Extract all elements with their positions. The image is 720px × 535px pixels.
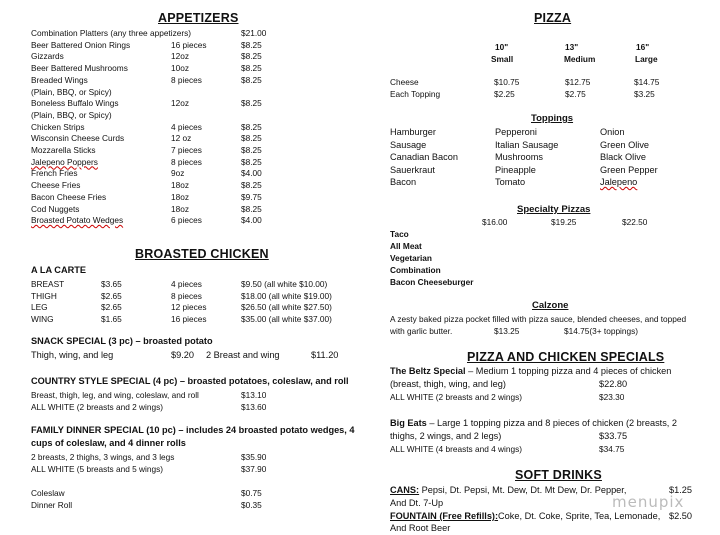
- big-price: $33.75: [599, 431, 628, 441]
- side-roll: Dinner Roll: [31, 500, 73, 510]
- appetizer-portion: 18oz: [171, 191, 189, 202]
- big-line-2: thighs, 2 wings, and 2 legs): [390, 431, 502, 441]
- specials-title: PIZZA AND CHICKEN SPECIALS: [467, 350, 665, 364]
- cheese-small: $10.75: [494, 77, 520, 87]
- country-price-1: $13.10: [241, 390, 267, 400]
- family-row-1: 2 breasts, 2 thighs, 3 wings, and 3 legs: [31, 452, 175, 462]
- topping-item: Sauerkraut: [390, 164, 435, 175]
- big-desc: – Large 1 topping pizza and 8 pieces of chicken (2 breasts, 2: [426, 418, 678, 428]
- snack-price-2: $11.20: [311, 350, 339, 360]
- topping-item: Italian Sausage: [495, 139, 559, 150]
- snack-price-1: $9.20: [171, 350, 194, 360]
- fountain-label: FOUNTAIN (Free Refills):: [390, 511, 499, 521]
- pizza-title: PIZZA: [534, 11, 572, 25]
- big-name: Big Eats: [390, 418, 427, 428]
- family-title-2: cups of coleslaw, and 4 dinner rolls: [31, 438, 186, 448]
- family-price-2: $37.90: [241, 464, 267, 474]
- appetizers-title: APPETIZERS: [158, 11, 239, 25]
- cans-price: $1.25: [669, 485, 692, 495]
- country-row-2: ALL WHITE (2 breasts and 2 wings): [31, 402, 164, 412]
- appetizer-price: $8.25: [241, 63, 262, 74]
- topping-label: Each Topping: [390, 89, 441, 99]
- specialty-item: Taco: [390, 229, 409, 239]
- broasted-title: BROASTED CHICKEN: [135, 247, 269, 261]
- appetizer-name: Jalepeno Poppers: [31, 156, 98, 167]
- alacarte-piece: THIGH: [31, 290, 57, 301]
- appetizer-name: Breaded Wings: [31, 74, 88, 85]
- size-medium-inch: 13": [565, 42, 579, 52]
- specialty-item: All Meat: [390, 240, 422, 251]
- topping-item: Pineapple: [495, 164, 536, 175]
- appetizer-portion: 18oz: [171, 203, 189, 214]
- specialty-item: Combination: [390, 264, 441, 275]
- snack-title: SNACK SPECIAL (3 pc) – broasted potato: [31, 336, 213, 346]
- alacarte-piece-price: $2.65: [101, 302, 122, 313]
- topping-item: Hamburger: [390, 127, 436, 137]
- side-coleslaw: Coleslaw: [31, 488, 65, 498]
- appetizer-name: Combination Platters (any three appetizers): [31, 28, 192, 38]
- cheese-label: Cheese: [390, 77, 419, 87]
- topping-item: Pepperoni: [495, 127, 537, 137]
- beltz-name: The Beltz Special: [390, 366, 466, 376]
- topping-item: Bacon: [390, 177, 417, 187]
- appetizer-name: (Plain, BBQ, or Spicy): [31, 109, 112, 120]
- appetizer-price: $8.25: [241, 98, 262, 109]
- appetizer-price: $8.25: [241, 121, 262, 132]
- topping-item: Onion: [600, 127, 625, 137]
- cheese-medium: $12.75: [565, 77, 591, 87]
- beltz-line-1: [390, 367, 671, 376]
- topping-item: Jalepeno: [600, 177, 638, 187]
- appetizer-portion: 16 pieces: [171, 39, 207, 50]
- appetizer-portion: 7 pieces: [171, 145, 202, 155]
- menupix-watermark: menupix: [612, 493, 685, 511]
- alacarte-piece: WING: [31, 314, 54, 325]
- beltz-white-price: $23.30: [599, 392, 625, 402]
- big-line-1: [390, 419, 677, 428]
- specialty-price-medium: $19.25: [551, 217, 577, 227]
- appetizer-portion: 12oz: [171, 51, 189, 62]
- appetizer-portion: 12oz: [171, 98, 189, 109]
- topping-item: Canadian Bacon: [390, 152, 458, 162]
- appetizer-name: Mozzarella Sticks: [31, 145, 96, 155]
- appetizer-portion: 4 pieces: [171, 121, 202, 132]
- appetizer-name: Bacon Cheese Fries: [31, 191, 107, 202]
- alacarte-count-price: $35.00 (all white $37.00): [241, 314, 332, 325]
- appetizer-price: $8.25: [241, 156, 262, 167]
- size-large-inch: 16": [636, 42, 650, 52]
- alacarte-count: 12 pieces: [171, 302, 207, 313]
- cheese-large: $14.75: [634, 77, 660, 87]
- alacarte-count-price: $9.50 (all white $10.00): [241, 279, 328, 289]
- appetizer-name: Chicken Strips: [31, 121, 85, 132]
- appetizer-name: Wisconsin Cheese Curds: [31, 133, 125, 144]
- alacarte-piece-price: $2.65: [101, 290, 122, 301]
- appetizer-name: Gizzards: [31, 51, 64, 62]
- topping-item: Green Olive: [600, 139, 650, 150]
- appetizer-name: Beer Battered Onion Rings: [31, 39, 131, 50]
- beltz-white: ALL WHITE (2 breasts and 2 wings): [390, 392, 523, 402]
- alacarte-count-price: $18.00 (all white $19.00): [241, 290, 332, 301]
- topping-item: Black Olive: [600, 152, 646, 162]
- topping-item: Sausage: [390, 139, 427, 150]
- specialty-item: Bacon Cheeseburger: [390, 276, 474, 287]
- appetizer-name: Cod Nuggets: [31, 203, 80, 214]
- specialty-title: Specialty Pizzas: [517, 204, 591, 215]
- topping-large: $3.25: [634, 89, 655, 99]
- appetizer-portion: 12 oz: [171, 133, 192, 144]
- size-small-inch: 10": [495, 42, 509, 52]
- big-white: ALL WHITE (4 breasts and 4 wings): [390, 444, 523, 454]
- appetizer-price: $8.25: [241, 39, 262, 50]
- snack-desc-1: Thigh, wing, and leg: [31, 350, 114, 360]
- calzone-price-2: $14.75(3+ toppings): [564, 326, 639, 336]
- cans-line-1: [390, 486, 626, 495]
- appetizer-price: $9.75: [241, 191, 262, 202]
- topping-medium: $2.75: [565, 89, 586, 99]
- calzone-desc-2: with garlic butter.: [390, 326, 453, 336]
- snack-desc-2: 2 Breast and wing: [206, 350, 280, 360]
- family-row-2: ALL WHITE (5 breasts and 5 wings): [31, 464, 164, 474]
- calzone-desc-1: A zesty baked pizza pocket filled with pizza sauce, blended cheeses, and topped: [390, 314, 687, 324]
- big-white-price: $34.75: [599, 444, 625, 454]
- appetizer-name: Boneless Buffalo Wings: [31, 98, 119, 109]
- appetizer-portion: 8 pieces: [171, 74, 202, 85]
- calzone-price-1: $13.25: [494, 326, 520, 336]
- appetizer-portion: 18oz: [171, 180, 189, 191]
- specialty-item: Vegetarian: [390, 252, 432, 263]
- appetizer-name: Broasted Potato Wedges: [31, 215, 124, 226]
- family-price-1: $35.90: [241, 452, 267, 462]
- topping-small: $2.25: [494, 89, 515, 99]
- calzone-title: Calzone: [532, 300, 569, 311]
- alacarte-piece-price: $3.65: [101, 279, 122, 289]
- topping-item: Mushrooms: [495, 152, 543, 162]
- specialty-price-large: $22.50: [622, 217, 648, 227]
- side-coleslaw-price: $0.75: [241, 488, 262, 498]
- beltz-line-2: (breast, thigh, wing, and leg): [390, 379, 506, 389]
- alacarte-count: 8 pieces: [171, 290, 202, 301]
- topping-item: Green Pepper: [600, 164, 658, 175]
- drinks-title: SOFT DRINKS: [515, 468, 602, 482]
- appetizer-price: $8.25: [241, 74, 262, 85]
- topping-item: Tomato: [495, 177, 526, 187]
- appetizer-price: $8.25: [241, 133, 262, 144]
- alacarte-label: A LA CARTE: [31, 265, 86, 275]
- alacarte-piece: LEG: [31, 302, 48, 313]
- country-row-1: Breast, thigh, leg, and wing, coleslaw, and roll: [31, 390, 199, 400]
- appetizer-price: $21.00: [241, 28, 267, 38]
- appetizer-name: (Plain, BBQ, or Spicy): [31, 86, 112, 97]
- appetizer-name: Beer Battered Mushrooms: [31, 63, 128, 74]
- appetizer-portion: 8 pieces: [171, 156, 202, 167]
- size-small-label: Small: [491, 54, 514, 64]
- country-title: COUNTRY STYLE SPECIAL (4 pc) – broasted potatoes, coleslaw, and roll: [31, 376, 349, 386]
- country-price-2: $13.60: [241, 402, 267, 412]
- cans-text: Pepsi, Dt. Pepsi, Mt. Dew, Dt. Mt Dew, Dr. Pepper,: [419, 485, 627, 495]
- appetizer-portion: 6 pieces: [171, 215, 202, 226]
- family-title-1: FAMILY DINNER SPECIAL (10 pc) – includes 24 broasted potato wedges, 4: [31, 425, 355, 435]
- size-medium-label: Medium: [564, 54, 596, 64]
- alacarte-count-price: $26.50 (all white $27.50): [241, 302, 332, 313]
- cans-label: CANS:: [390, 485, 420, 495]
- beltz-desc: – Medium 1 topping pizza and 4 pieces of chicken: [465, 366, 672, 376]
- appetizer-name: Cheese Fries: [31, 180, 81, 191]
- appetizer-price: $8.25: [241, 51, 262, 62]
- appetizer-name: French Fries: [31, 168, 78, 179]
- side-roll-price: $0.35: [241, 500, 262, 510]
- alacarte-count: 16 pieces: [171, 314, 207, 325]
- appetizer-price: $8.25: [241, 203, 262, 214]
- appetizer-price: $4.00: [241, 215, 262, 226]
- appetizer-price: $8.25: [241, 180, 262, 191]
- alacarte-count: 4 pieces: [171, 279, 202, 289]
- appetizer-portion: 9oz: [171, 168, 185, 179]
- beltz-price: $22.80: [599, 379, 628, 389]
- toppings-title: Toppings: [531, 113, 574, 124]
- cans-line-2: And Dt. 7-Up: [390, 498, 444, 508]
- appetizer-price: $4.00: [241, 168, 262, 179]
- fountain-text: Coke, Dt. Coke, Sprite, Tea, Lemonade,: [498, 511, 661, 521]
- fountain-line-1: [390, 512, 660, 521]
- appetizer-portion: 10oz: [171, 63, 189, 74]
- fountain-line-2: And Root Beer: [390, 523, 451, 533]
- appetizer-price: $8.25: [241, 145, 262, 155]
- alacarte-piece: BREAST: [31, 279, 65, 289]
- size-large-label: Large: [635, 54, 658, 64]
- fountain-price: $2.50: [669, 511, 692, 521]
- alacarte-piece-price: $1.65: [101, 314, 122, 325]
- specialty-price-small: $16.00: [482, 217, 508, 227]
